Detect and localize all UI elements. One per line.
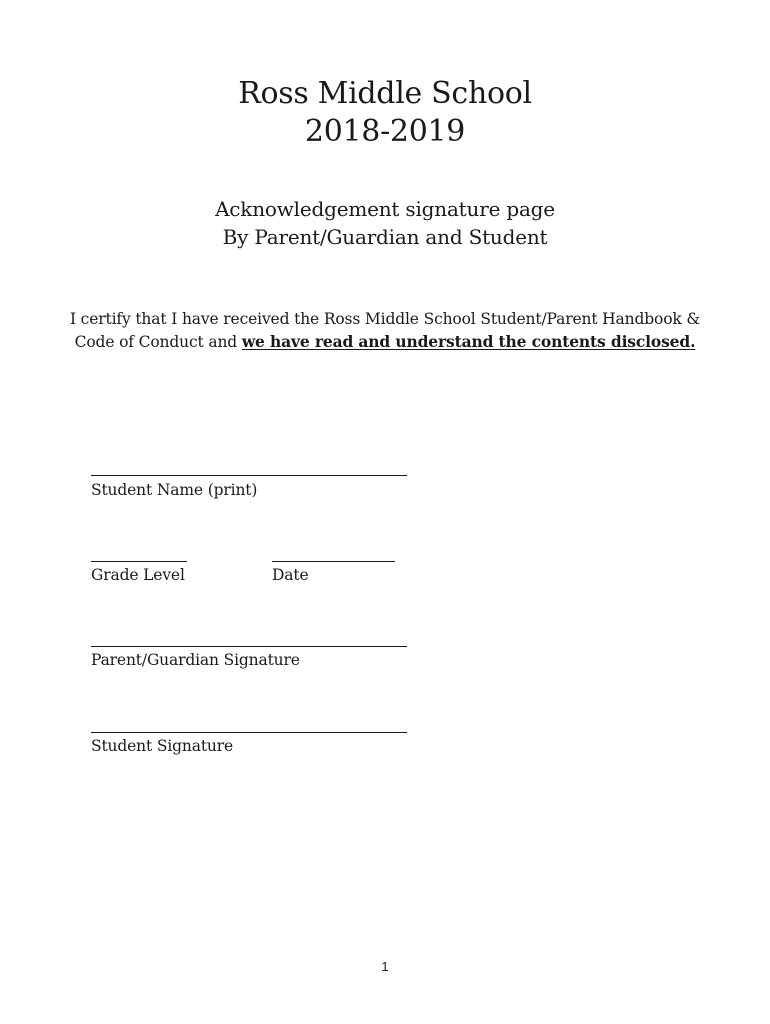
student-signature-label: Student Signature xyxy=(91,737,234,755)
parent-signature-label: Parent/Guardian Signature xyxy=(91,651,300,669)
certification-line-1: I certify that I have received the Ross Middle School Student/Parent Handbook & xyxy=(69,310,701,328)
certification-emphasis: we have read and understand the contents disclosed. xyxy=(241,332,696,351)
school-year: 2018-2019 xyxy=(304,114,466,149)
date-line[interactable] xyxy=(272,561,395,562)
student-name-label: Student Name (print) xyxy=(91,481,258,499)
date-label: Date xyxy=(272,566,309,584)
school-name: Ross Middle School xyxy=(238,76,532,111)
grade-level-label: Grade Level xyxy=(91,566,185,584)
parent-signature-line[interactable] xyxy=(91,646,407,647)
page-heading: Acknowledgement signature page xyxy=(215,197,555,221)
student-name-line[interactable] xyxy=(91,475,407,476)
page-subheading: By Parent/Guardian and Student xyxy=(222,225,548,249)
grade-level-line[interactable] xyxy=(91,561,187,562)
student-signature-line[interactable] xyxy=(91,732,407,733)
certification-text: Code of Conduct and xyxy=(74,333,242,351)
certification-line-2 xyxy=(0,332,770,351)
page-number: 1 xyxy=(381,959,389,974)
